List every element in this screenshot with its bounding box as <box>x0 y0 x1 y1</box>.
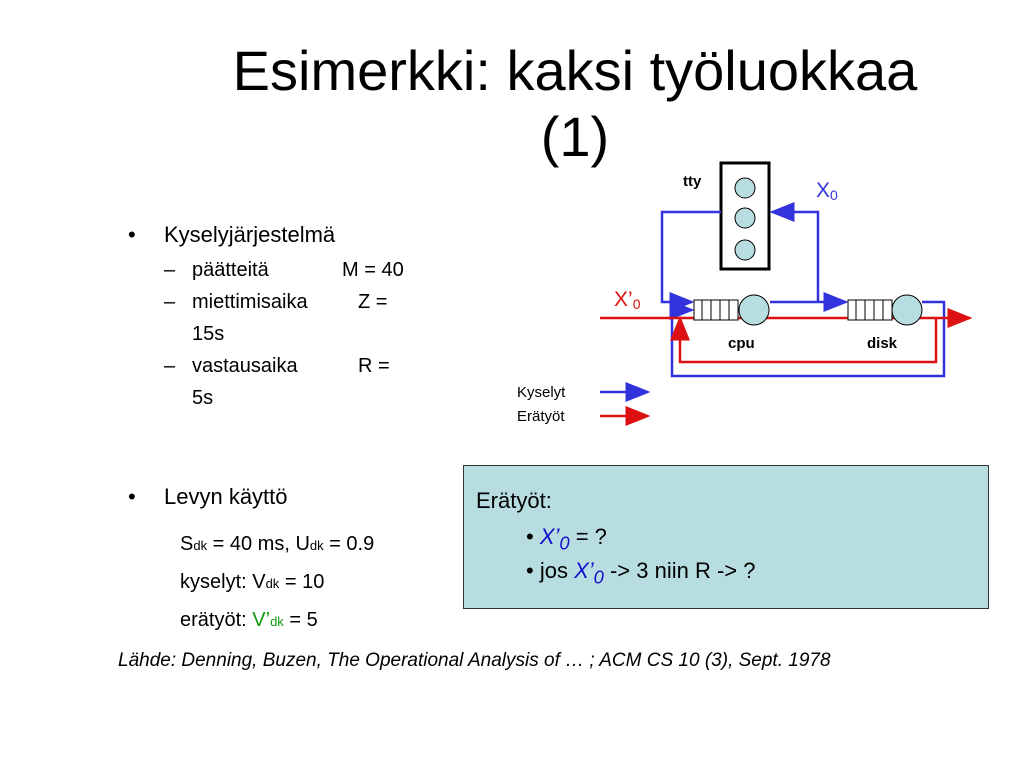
source-citation: Lähde: Denning, Buzen, The Operational Analysis of … ; ACM CS 10 (3), Sept. 1978 <box>118 650 831 671</box>
tty-terminal-2 <box>735 208 755 228</box>
cpu-queue <box>694 300 738 320</box>
sub-bullet-miettimisaika-cont: 15s <box>192 323 225 345</box>
legend-kyselyt: Kyselyt <box>517 384 566 401</box>
disk-line-3: erätyöt: V’dk = 5 <box>180 609 318 631</box>
bullet-levyn-kaytto: • Levyn käyttö <box>128 484 288 509</box>
bullet-kyselyjarjestelma: • Kyselyjärjestelmä <box>128 222 336 247</box>
cpu-label: cpu <box>728 335 755 352</box>
box-row-1: • $X’_0$ = ? <box>526 524 607 554</box>
tty-terminal-1 <box>735 178 755 198</box>
sub-bullet-vastausaika: – vastausaika R = <box>164 355 390 377</box>
title-line-2: (1) <box>540 105 610 168</box>
box-row-2: • jos $X’_0 -> 3$ niin R -> ? <box>526 558 756 588</box>
legend-eratyot: Erätyöt <box>517 408 565 425</box>
disk-params <box>180 526 374 640</box>
disk-line-2: kyselyt: Vdk = 10 <box>180 571 325 593</box>
disk-label: disk <box>867 335 898 352</box>
disk-queue <box>848 300 892 320</box>
cpu-server <box>739 295 769 325</box>
tty-terminal-3 <box>735 240 755 260</box>
eratyot-box <box>463 465 989 609</box>
bullet-label: Kyselyjärjestelmä <box>164 222 336 247</box>
sub-bullet-paatteita: – päätteitä M = 40 <box>164 259 404 281</box>
x0-label: X0 <box>816 179 838 203</box>
sub-bullet-miettimisaika: – miettimisaika Z = <box>164 291 388 313</box>
disk-line-1: Sdk = 40 ms, Udk = 0.9 <box>180 533 375 555</box>
red-flow-loop <box>680 318 936 362</box>
blue-flow-cpu-to-tty <box>772 212 818 302</box>
blue-flow-tty-out <box>662 212 721 302</box>
tty-label: tty <box>683 173 702 190</box>
disk-server <box>892 295 922 325</box>
box-heading: Erätyöt: <box>476 488 552 513</box>
sub-bullet-vastausaika-cont: 5s <box>192 387 214 409</box>
xprime0-label: X’0 <box>614 288 641 312</box>
title-line-1: Esimerkki: kaksi työluokkaa <box>232 39 918 102</box>
